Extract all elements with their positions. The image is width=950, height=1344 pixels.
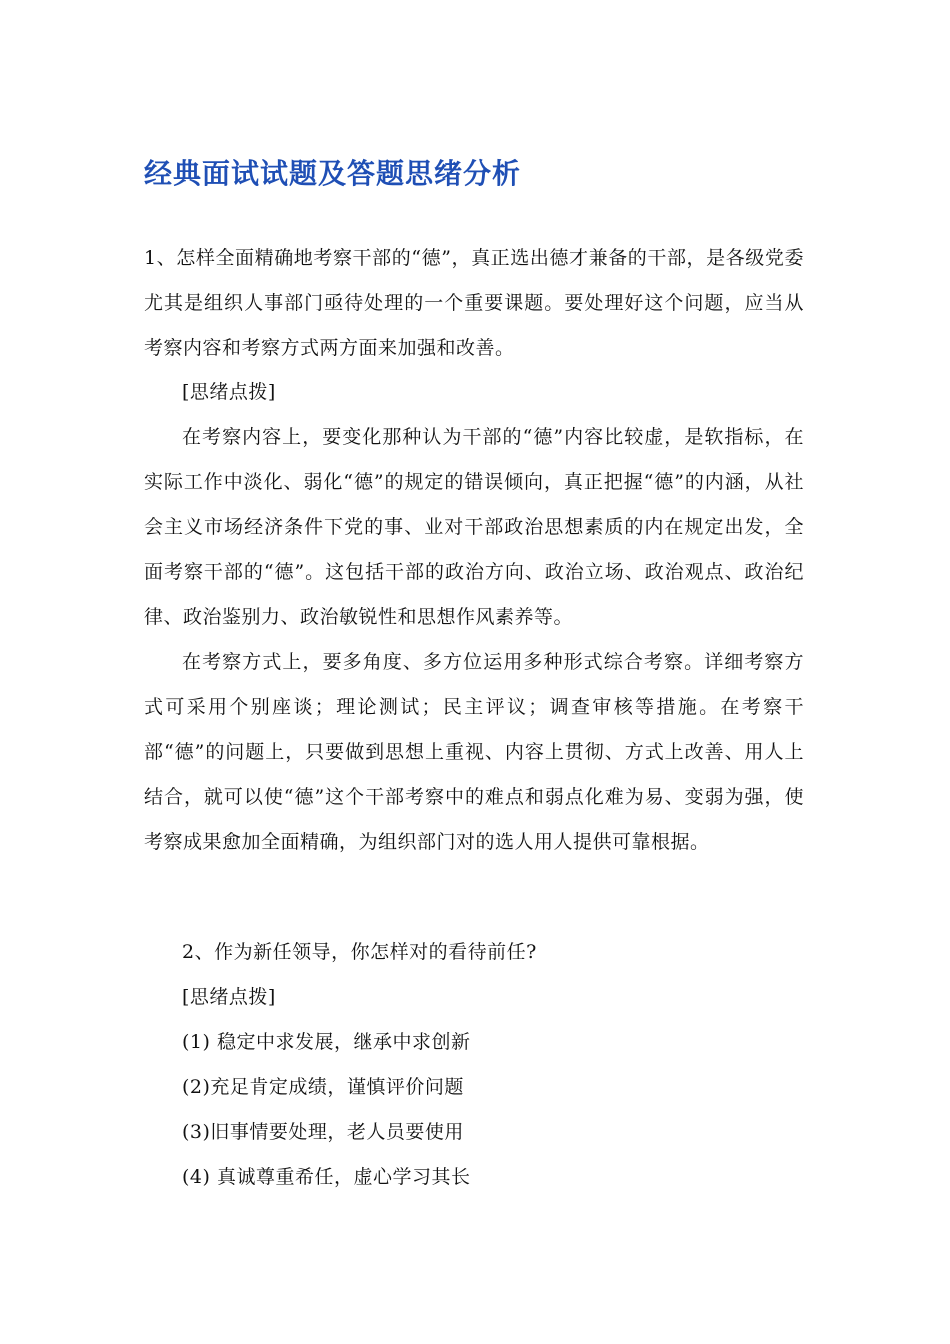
question-2-point-4: (4) 真诚尊重希任，虚心学习其长 xyxy=(182,1166,471,1188)
question-2-point-1: (1) 稳定中求发展，继承中求创新 xyxy=(182,1031,471,1053)
question-2-hint-label: [思绪点拨] xyxy=(182,986,276,1008)
question-1-answer-method: 在考察方式上，要多角度、多方位运用多种形式综合考察。详细考察方式可采用个别座谈；理论测试；民主评议；调查审核等措施。在考察干部“德”的问题上，只要做到思想上重视、内容上贯彻、方式上改善、用人上结合，就可以使“德”这个干部考察中的难点和弱点化难为易、变弱为强，使考察成果愈加全面精确，为组织部门对的选人用人提供可靠根据。 xyxy=(144,651,804,853)
question-2-point-2: (2)充足肯定成绩，谨慎评价问题 xyxy=(182,1076,464,1098)
question-2-point-3: (3)旧事情要处理，老人员要使用 xyxy=(182,1121,464,1143)
document-title: 经典面试试题及答题思绪分析 xyxy=(144,157,522,190)
question-1-text: 1、怎样全面精确地考察干部的“德”，真正选出德才兼备的干部，是各级党委尤其是组织人事部门亟待处理的一个重要课题。要处理好这个问题，应当从考察内容和考察方式两方面来加强和改善。 xyxy=(144,247,804,359)
question-1-hint-label: [思绪点拨] xyxy=(182,381,276,403)
question-1-answer-content: 在考察内容上，要变化那种认为干部的“德”内容比较虚，是软指标，在实际工作中淡化、弱化“德”的规定的错误倾向，真正把握“德”的内涵，从社会主义市场经济条件下党的事、业对干部政治思想素质的内在规定出发，全面考察干部的“德”。这包括干部的政治方向、政治立场、政治观点、政治纪律、政治鉴别力、政治敏锐性和思想作风素养等。 xyxy=(144,426,804,628)
question-2-text: 2、作为新任领导，你怎样对的看待前任? xyxy=(182,941,537,963)
